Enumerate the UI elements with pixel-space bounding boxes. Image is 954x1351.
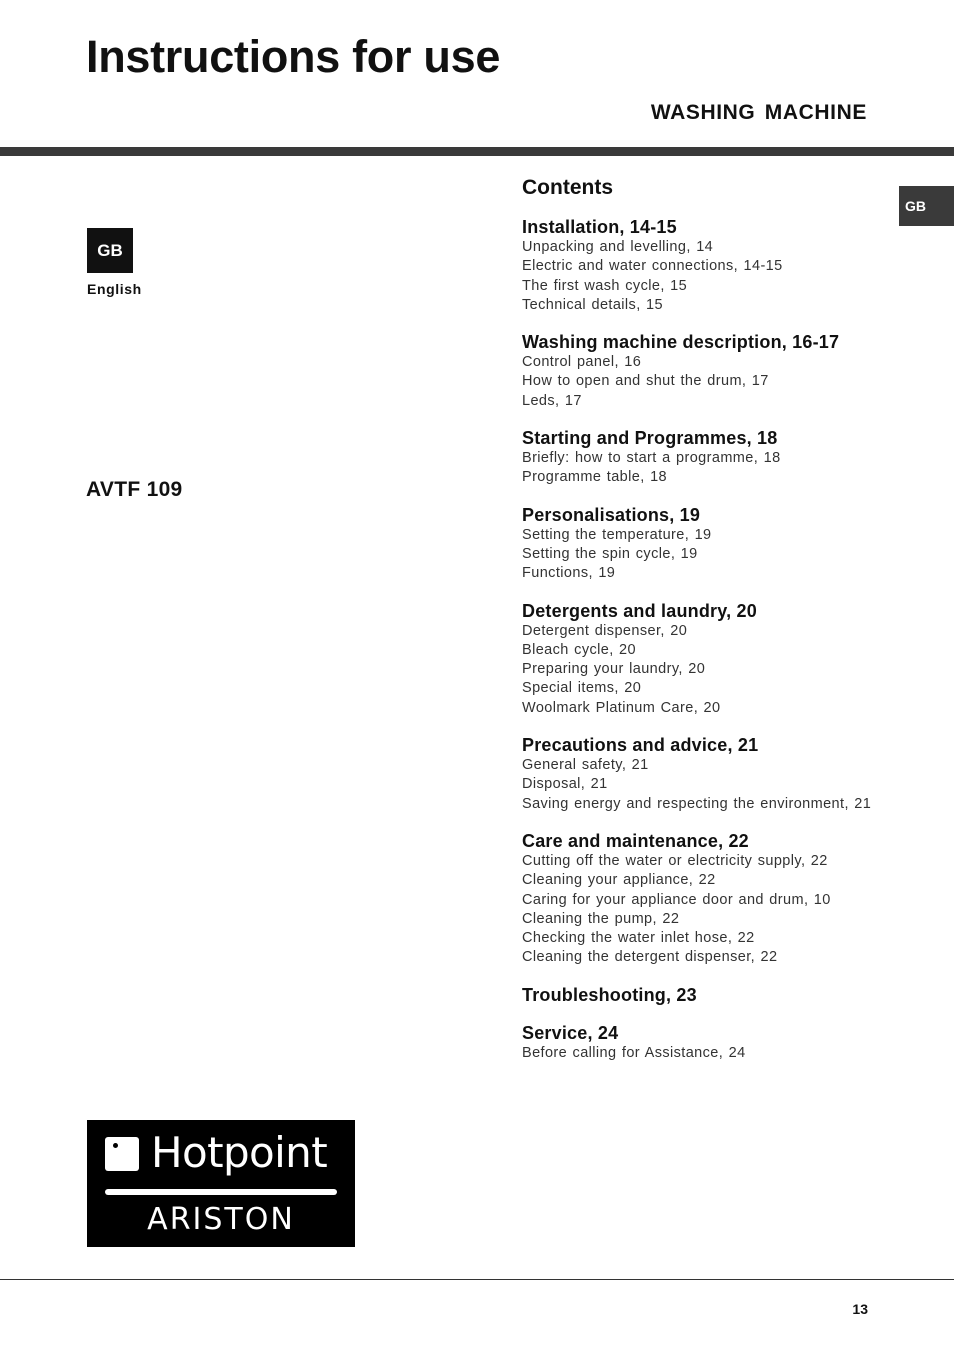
contents-heading: Contents — [522, 176, 613, 199]
section-item: The first wash cycle, 15 — [522, 277, 688, 294]
language-label: English — [87, 281, 142, 297]
section-title: Precautions and advice, 21 — [522, 735, 759, 756]
product-type: WASHING MACHINE — [650, 101, 867, 124]
section-item-list — [522, 622, 922, 718]
page-title: Instructions for use — [86, 31, 501, 82]
section-title: Service, 24 — [522, 1022, 619, 1043]
section-item: Programme table, 18 — [522, 469, 667, 486]
section-item-list — [522, 449, 922, 488]
language-side-tab: GB — [899, 186, 954, 226]
section-item: Setting the spin cycle, 19 — [522, 545, 698, 562]
section-item: Preparing your laundry, 20 — [522, 661, 706, 678]
section-item: Special items, 20 — [522, 680, 642, 697]
section-item: Electric and water connections, 14-15 — [522, 258, 783, 275]
section-item: Technical details, 15 — [522, 296, 663, 313]
section-item: Cutting off the water or electricity supply, 22 — [522, 852, 828, 869]
section-title: Care and maintenance, 22 — [522, 830, 749, 851]
section-item: Bleach cycle, 20 — [522, 641, 636, 658]
section-title: Detergents and laundry, 20 — [522, 600, 757, 621]
section-item: Detergent dispenser, 20 — [522, 622, 688, 639]
section-item-list — [522, 756, 922, 814]
brand-logo — [87, 1120, 355, 1247]
section-title: Personalisations, 19 — [522, 504, 701, 525]
section-item: Before calling for Assistance, 24 — [522, 1044, 746, 1061]
section-item: Unpacking and levelling, 14 — [522, 239, 714, 255]
section-item: Cleaning your appliance, 22 — [522, 872, 716, 889]
section-item-list — [522, 1044, 922, 1063]
header-divider — [0, 147, 954, 156]
model-number: AVTF 109 — [86, 478, 183, 501]
section-item: Leds, 17 — [522, 392, 582, 409]
section-item: Control panel, 16 — [522, 354, 642, 371]
section-item: Cleaning the detergent dispenser, 22 — [522, 949, 778, 966]
section-item: Functions, 19 — [522, 565, 616, 582]
contents-section — [522, 831, 922, 968]
contents-section — [522, 505, 922, 584]
section-item: General safety, 21 — [522, 757, 649, 774]
section-item: Cleaning the pump, 22 — [522, 910, 680, 927]
section-title: Troubleshooting, 23 — [522, 984, 697, 1005]
section-item-list — [522, 852, 922, 968]
language-badge: GB — [87, 228, 133, 273]
contents-section — [522, 735, 922, 814]
page-number: 13 — [852, 1301, 868, 1317]
section-item-list — [522, 526, 922, 584]
hotpoint-square-icon — [105, 1137, 139, 1171]
logo-sub-text: ARISTON — [147, 1202, 295, 1237]
contents-section — [522, 985, 922, 1006]
table-of-contents — [522, 175, 922, 1080]
section-item: Caring for your appliance door and drum, 10 — [522, 891, 831, 908]
contents-section — [522, 1023, 922, 1063]
section-item: Saving energy and respecting the environment, 21 — [522, 795, 872, 812]
footer-divider — [0, 1279, 954, 1280]
contents-section — [522, 428, 922, 488]
section-item: Woolmark Platinum Care, 20 — [522, 699, 721, 716]
contents-section — [522, 601, 922, 718]
logo-divider-bar — [105, 1189, 337, 1195]
contents-section — [522, 217, 922, 315]
section-item-list — [522, 238, 922, 315]
section-title: Starting and Programmes, 18 — [522, 428, 778, 449]
section-item: Checking the water inlet hose, 22 — [522, 930, 755, 947]
section-item: How to open and shut the drum, 17 — [522, 373, 769, 390]
section-item-list — [522, 353, 922, 411]
section-item: Briefly: how to start a programme, 18 — [522, 450, 781, 467]
section-item: Disposal, 21 — [522, 776, 608, 793]
contents-section — [522, 332, 922, 411]
section-title: Washing machine description, 16-17 — [522, 332, 840, 353]
contents-sections — [522, 217, 922, 1063]
section-title: Installation, 14-15 — [522, 217, 677, 237]
section-item: Setting the temperature, 19 — [522, 526, 712, 543]
logo-brand-text: Hotpoint — [151, 1128, 328, 1177]
